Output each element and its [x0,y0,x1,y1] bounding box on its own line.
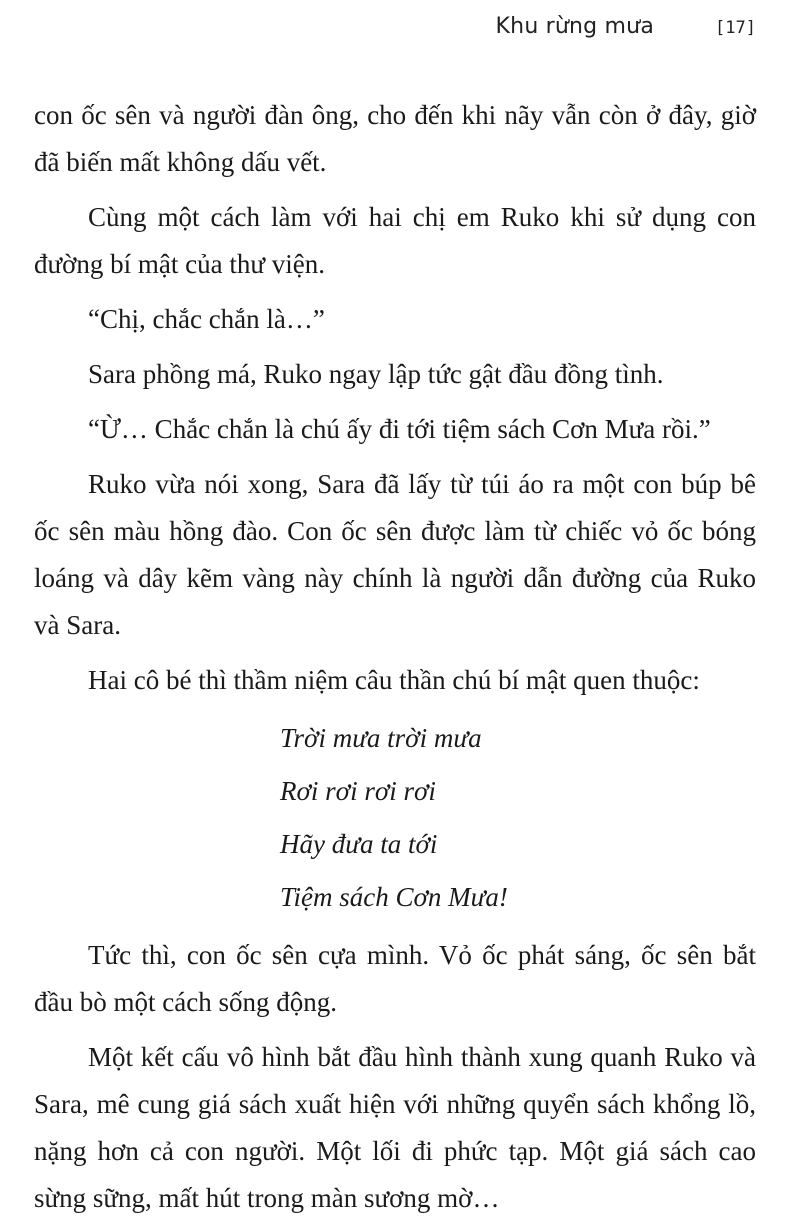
incantation-poem [34,712,756,924]
paragraph: con ốc sên và người đàn ông, cho đến khi nãy vẫn còn ở đây, giờ đã biến mất không dấu vết. [34,100,756,177]
paragraph: Sara phồng má, Ruko ngay lập tức gật đầu đồng tình. [88,359,664,389]
page-number: [17] [715,18,756,38]
poem-line: Hãy đưa ta tới [280,829,438,859]
dialogue-line: “Chị, chắc chắn là…” [88,304,325,334]
paragraph: Ruko vừa nói xong, Sara đã lấy từ túi áo ra một con búp bê ốc sên màu hồng đào. Con ốc sên được làm từ chiếc vỏ ốc bóng loáng và dây kẽm vàng này chính là người dẫn đường của Ruko và Sara. [34,469,756,640]
poem-line: Tiệm sách Cơn Mưa! [280,882,508,912]
chapter-title: Khu rừng mưa [495,14,654,39]
poem-line: Trời mưa trời mưa [280,723,482,753]
paragraph: Cùng một cách làm với hai chị em Ruko khi sử dụng con đường bí mật của thư viện. [34,202,756,279]
dialogue-line: “Ừ… Chắc chắn là chú ấy đi tới tiệm sách Cơn Mưa rồi.” [88,414,711,444]
running-header [0,14,800,44]
poem-line: Rơi rơi rơi rơi [280,776,436,806]
paragraph: Tức thì, con ốc sên cựa mình. Vỏ ốc phát sáng, ốc sên bắt đầu bò một cách sống động. [34,940,756,1017]
page-body [34,92,756,1230]
paragraph: Một kết cấu vô hình bắt đầu hình thành xung quanh Ruko và Sara, mê cung giá sách xuất hiện với những quyển sách khổng lồ, nặng hơn cả con người. Một lối đi phức tạp. Một giá sách cao sừng sững, mất hút trong màn sương mờ… [34,1042,756,1213]
paragraph: Hai cô bé thì thầm niệm câu thần chú bí mật quen thuộc: [88,665,700,695]
